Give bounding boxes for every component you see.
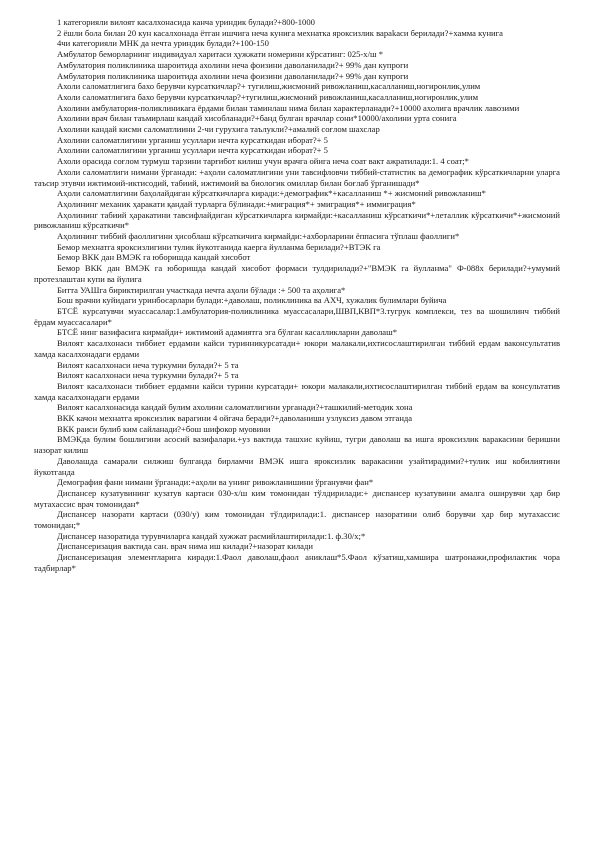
question-paragraph: Вилоят касалхонаси тиббиет ердамни кайси турини курсатади+ юкори малакали,ихтисослаштирилган тиббий ердам ва консультатив хамда касалхонадаги ердами [34, 380, 560, 402]
question-paragraph: Диспансеризация вактида сан. врач нима иш килади?+назорат килади [57, 541, 313, 552]
question-paragraph: Вилоят касалхонаси неча туркумни булади?+ 5 та [57, 359, 239, 370]
question-paragraph: 1 категорияли вилоят касалхонасида канча уриндик булади?+800-1000 [57, 17, 315, 27]
question-paragraph: ВМЭКда булим бошлигини асосий вазифалари.+уз вактида ташхис куйиш, тугри даволаш ва ишга яроксизлик варакасини беришни назорат килиш [34, 434, 560, 456]
question-paragraph: 4чи категорияли МНК да нечта уриндик булади?+100-150 [57, 38, 269, 49]
question-paragraph: Бемор ВКК дан ВМЭК га юборишда кандай хисобот [57, 252, 251, 263]
question-paragraph: Амбулатор беморларнинг индивидуал харитаси ҳужжати номерини кўрсатинг: 025-х/ш * [57, 49, 384, 60]
question-paragraph: Аҳолининг тиббий фаоллигини ҳисоблаш кўрсаткичига кирмайди:+ахборларини ёппасига тўплаш фаоллиги* [57, 231, 460, 242]
question-paragraph: Диспансер кузатувининг кузатув картаси 030-х/ш ким томонидан тўлдирилади:+ диспансер кузатувини амалга оширувчи ҳар бир мутахассис врач томонидан* [34, 487, 560, 509]
question-paragraph: Диспансер назорати картаси (030/у) ким томонидан тўлдирилади:1. диспансер назоратини олиб борувчи ҳар бир мутахассис томонидан;* [34, 509, 560, 531]
question-paragraph: Диспансеризация элементларига киради:1.Фаол даволаш,фаол аниклаш*5.Фаол кўзатиш,хамшира шатронажи,профилактик чора тадбирлар* [34, 552, 560, 573]
question-paragraph: Ахоли саломатлиги нимани ўрганади: +аҳоли саломатлигини уни тавсифловчи тиббий-статистик ва демографик кўрсаткичларни уларга таъсир этувчи ижтимоий-иктисодий, табиий, ижтимоий ва биологик омиллар билан боғлаб ўрганишади* [34, 166, 560, 188]
question-paragraph: Аҳолининг механик ҳаракати қандай турларга бўлинади:+миграция*+ эмиграция*+ иммиграция* [57, 198, 416, 209]
question-paragraph: Бемор мехнатга яроксизлигини тулик йукотганида каерга йулланма берилади?+ВТЭК га [57, 241, 381, 252]
question-paragraph: Бош врачни куйидаги уринбосарлари булади:+даволаш, поликлиника ва АХЧ, хужалик булимлари буйича [57, 295, 447, 306]
question-paragraph: Ахоли орасида соғлом турмуш тарзини тарғибот килиш учун врачга ойига неча соат вакт ажратилади:1. 4 соат;* [57, 156, 469, 167]
question-paragraph: Демография фани нимани ўрганади:+аҳоли ва унинг ривожланишини ўрганувчи фан* [57, 477, 374, 488]
question-paragraph: БТСЁ нинг вазифасига кирмайди+ ижтимоий адамиятга эга бўлган касалликларни даволаш* [57, 327, 397, 338]
question-paragraph: Бемор ВКК дан ВМЭК га юборишда кандай хисобот формаси тулдирилади?+"ВМЭК га йулланма" Ф-088х берилади?+умумий протезлаштан купи ва йулига [34, 263, 560, 284]
question-paragraph: Битта УАШга бириктирилган участкада нечта аҳоли бўлади :+ 500 та аҳолига* [57, 284, 346, 295]
question-paragraph: Вилоят касалхонаси неча туркумни булади?+ 5 та [57, 370, 239, 381]
question-paragraph: Ахолини кандай кисми саломатлиини 2-чи гурухига таълукли?+амалий соғлом шахслар [57, 124, 380, 135]
question-paragraph: Амбулатория поликлиника шароитида ахолини неча фоизини даволанилади?+ 99% дан купроги [57, 59, 409, 70]
question-paragraph: Аҳоли саломатлигини баҳолайдиган кўрсаткичларга киради:+демографик*+касалланиш *+ жисмоний ривожланиш* [57, 188, 486, 199]
question-paragraph: БТСЁ курсатувчи муассасалар:1.амбулатория-поликлиника муассасалари,ШВП,КВП*3.тугрук комплекси, тез ва шошилинч тиббий ёрдам муассасалари* [34, 305, 560, 327]
question-paragraph: Аҳолининг табиий ҳаракатини тавсифлайдиган кўрсаткичларга кирмайди:+касалланиш кўрсаткичи*+леталлик кўрсаткичи*+жисмоний ривожланиш кўрсаткичи* [34, 209, 560, 231]
question-paragraph: Диспансер назоратида турувчиларга кандай хужжат расмийлаштирилади:1. ф.30/х;* [57, 530, 366, 541]
question-paragraph: ВКК раиси булиб ким сайланади?+бош шифокор муовини [57, 423, 271, 434]
question-paragraph: Ахоли саломатлигига бахо берувчи курсаткичлар?+ тугилиш,жисмоний ривожланиш,касалланиш,ногиронлик,улим [57, 81, 481, 92]
question-paragraph: Вилоят касалхонаси тиббиет ердамни кайси туринникурсатади+ юкори малакали,ихтисослаштирилган тиббий ердам ваконсультатив хамда касалхонадаги ердами [34, 338, 560, 359]
question-paragraph: Ахоли саломатлигига бахо берувчи курсаткичлар?+тугилиш,жисмоний ривожланиш,касалланиш,ногиронлик,улим [57, 91, 479, 102]
question-paragraph: 2 ёшли бола билан 20 кун касалхонада ётган ишчига неча кунига мехнатка яроксизлик вараkаси берилади?+хамма кунига [57, 27, 503, 38]
question-paragraph: ВКК качон мехнатга яроксизлик варагини 4 ойгача беради?+даволанишн узлуксиз давом этганда [57, 413, 413, 424]
question-paragraph: Ахолини саломатлигини урганиш усуллари нечта курсаткидан иборат?+ 5 [57, 134, 328, 145]
question-paragraph: Ахолини саломатлигини урганиш усуллари нечта курсаткидан иборат?+ 5 [57, 145, 328, 156]
question-paragraph: Вилоят касалхонасида кандай булим ахолини саломатлигини урганади?+ташкилий-методик хона [57, 402, 413, 413]
question-paragraph: Даволашда самарали силжиш булганда бирламчи ВМЭК ишга яроксизлик варакасини узайтирадими?+тулик иш кобилиятини йукотганда [34, 455, 560, 477]
question-paragraph: Ахолини амбулатория-поликлиникага ёрдами билан таминлаш нима билан характерланади?+10000 ахолига врачлик лавозими [57, 102, 520, 113]
question-paragraph: Ахолини врач билан таъмирлаш кандай хисобланади?+банд булган врачлар сони*10000/ахолини урта сонига [57, 113, 457, 124]
question-paragraph: Амбулатория поликлиника шароитида ахолини неча фоизини даволанилади?+ 99% дан купроги [57, 70, 409, 81]
